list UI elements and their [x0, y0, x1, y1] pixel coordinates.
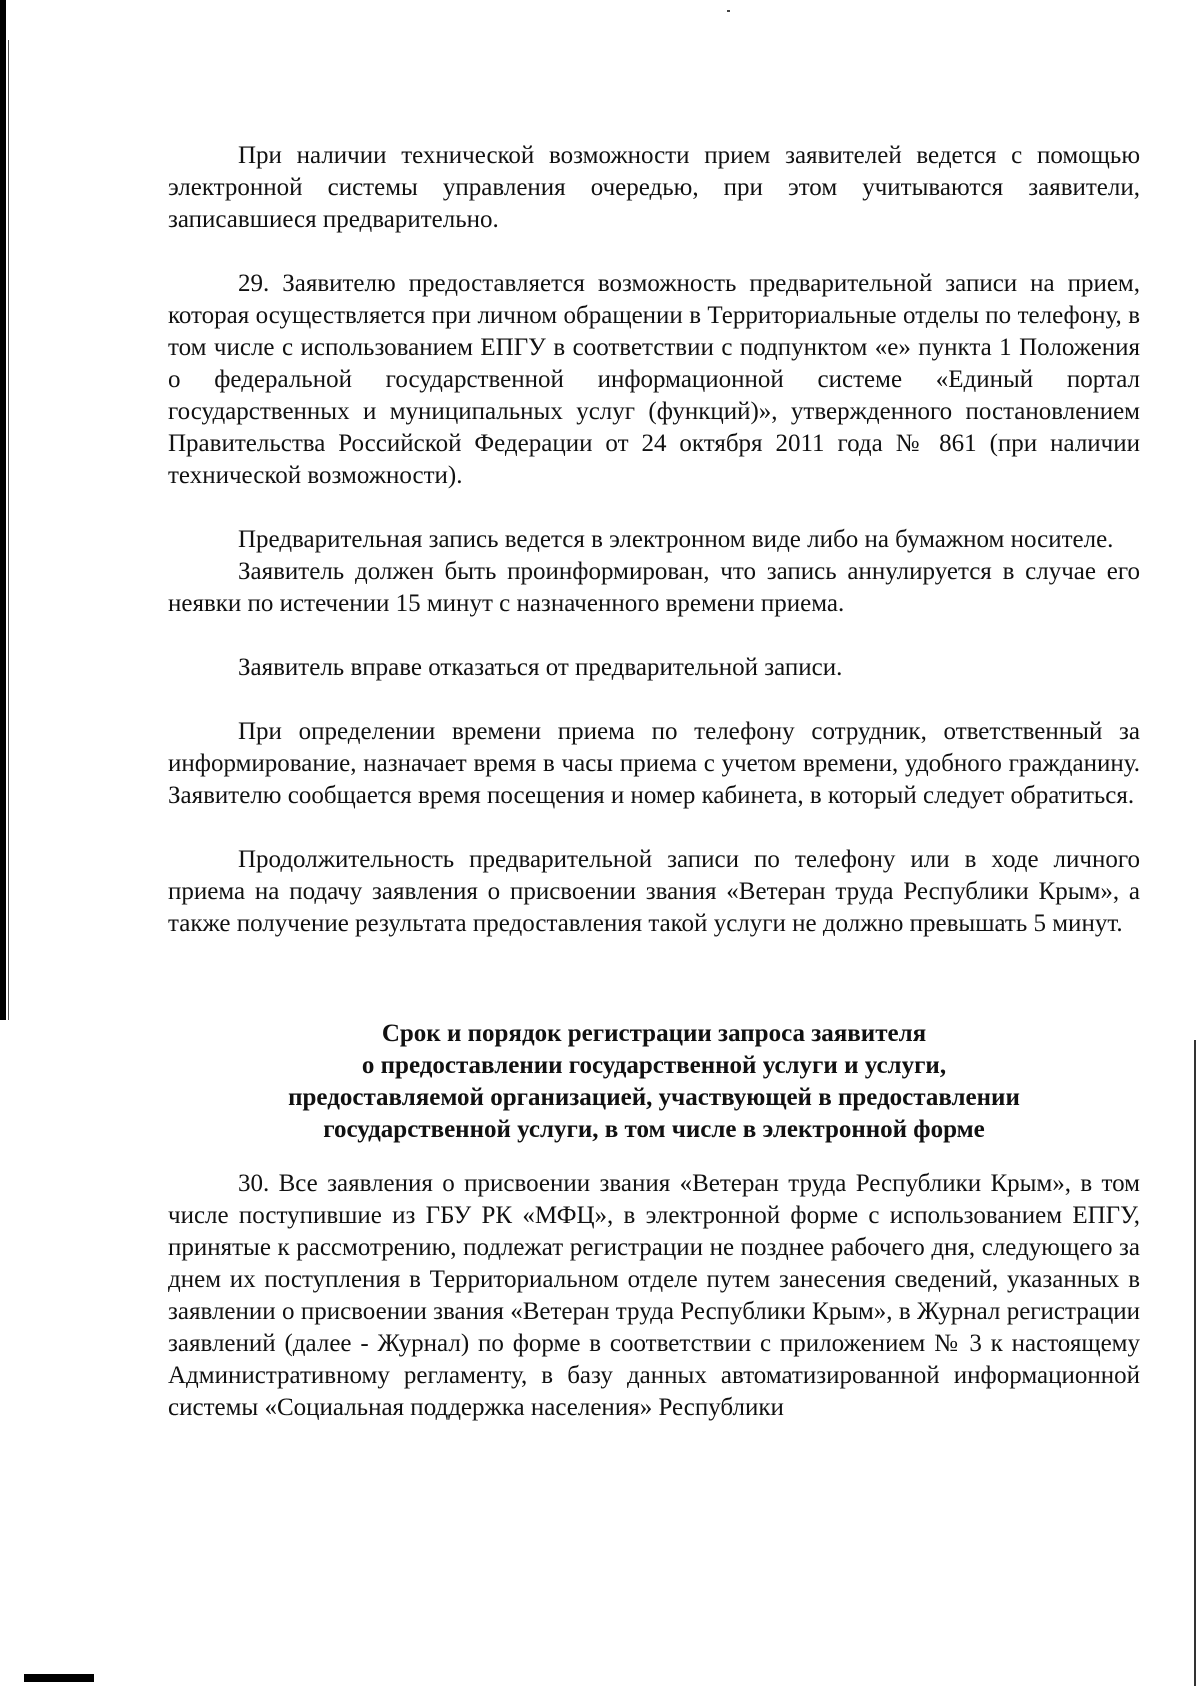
paragraph-record-cancellation: Заявитель должен быть проинформирован, что запись аннулируется в случае его неявки по истечении 15 минут с назначенного времени приема.: [168, 558, 1140, 617]
document-body: [168, 140, 1140, 1424]
scan-speck: [727, 10, 730, 12]
paragraph-29: 29. Заявителю предоставляется возможность предварительной записи на прием, которая осуществляется при личном обращении в Территориальные отделы по телефону, в том числе с использованием ЕПГУ в соответствии с подпунктом «е» пункта 1 Положения о федеральной государственной информационной системе «Единый портал государственных и муниципальных услуг (функций)», утвержденного постановлением Правительства Российской Федерации от 24 октября 2011 года № 861 (при наличии технической возможности).: [168, 270, 1140, 489]
paragraph-preliminary-record-form: Предварительная запись ведется в электронном виде либо на бумажном носителе.: [238, 526, 1114, 553]
scan-footer-mark: [24, 1674, 94, 1682]
paragraph-electronic-queue: При наличии технической возможности прием заявителей ведется с помощью электронной системы управления очередью, при этом учитываются заявители, записавшиеся предварительно.: [168, 142, 1140, 233]
section-heading-line-4: государственной услуги, в том числе в электронной форме: [323, 1116, 985, 1143]
paragraph-record-duration: Продолжительность предварительной записи по телефону или в ходе личного приема на подачу заявления о присвоении звания «Ветеран труда Республики Крым», а также получение результата предоставления такой услуги не должно превышать 5 минут.: [168, 846, 1140, 937]
scan-right-edge: [1194, 1040, 1196, 1686]
scan-left-edge: [0, 0, 6, 1020]
paragraph-refuse-record: Заявитель вправе отказаться от предварительной записи.: [238, 654, 843, 681]
scan-left-edge-line: [8, 40, 9, 1020]
section-heading-line-2: о предоставлении государственной услуги и услуги,: [361, 1052, 947, 1079]
paragraph-phone-appointment: При определении времени приема по телефону сотрудник, ответственный за информирование, назначает время в часы приема с учетом времени, удобного гражданину. Заявителю сообщается время посещения и номер кабинета, в который следует обратиться.: [168, 718, 1140, 809]
section-heading: [168, 1018, 1140, 1146]
section-heading-line-1: Срок и порядок регистрации запроса заявителя: [381, 1020, 927, 1047]
section-heading-line-3: предоставляемой организацией, участвующей в предоставлении: [288, 1084, 1020, 1111]
paragraph-30: 30. Все заявления о присвоении звания «Ветеран труда Республики Крым», в том числе поступившие из ГБУ РК «МФЦ», в электронной форме с использованием ЕПГУ, принятые к рассмотрению, подлежат регистрации не позднее рабочего дня, следующего за днем их поступления в Территориальном отделе путем занесения сведений, указанных в заявлении о присвоении звания «Ветеран труда Республики Крым», в Журнал регистрации заявлений (далее - Журнал) по форме в соответствии с приложением № 3 к настоящему Административному регламенту, в базу данных автоматизированной информационной системы «Социальная поддержка населения» Республики: [168, 1170, 1140, 1421]
